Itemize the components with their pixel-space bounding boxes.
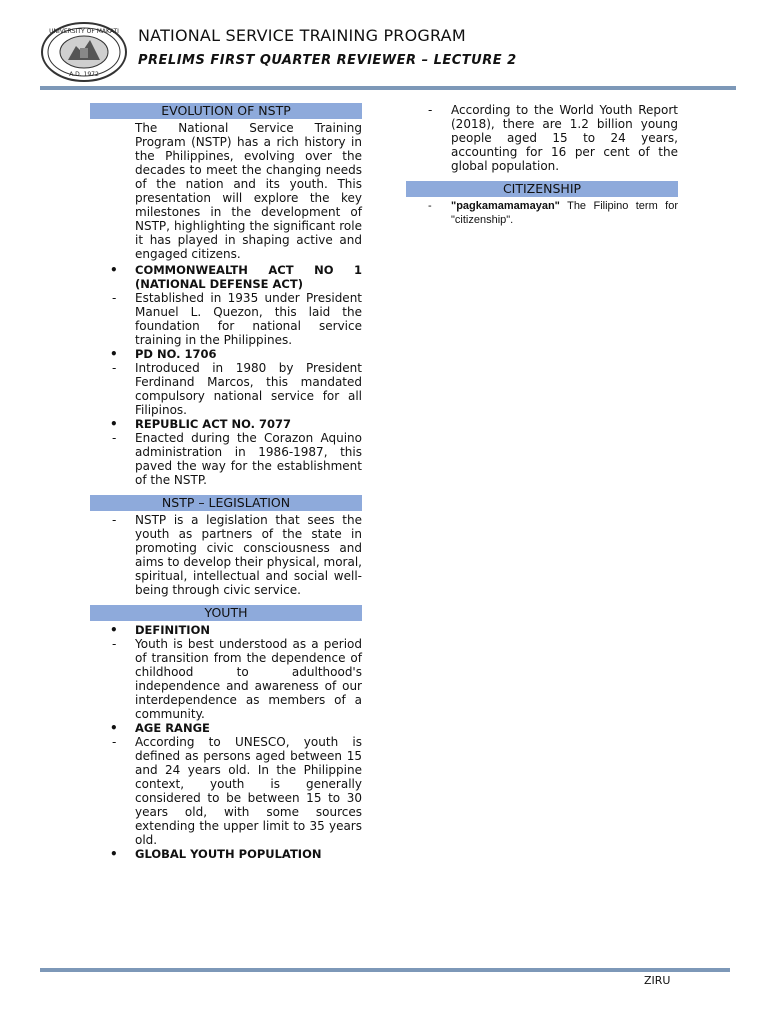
- bullet-item: • REPUBLIC ACT NO. 7077: [110, 417, 292, 431]
- dash-item: - NSTP is a legislation that sees the youth as partners of the state in promoting civic consciousness and aims to develop their physical, moral, spiritual, intellectual and social well-being through civic service.: [112, 513, 362, 597]
- page-subtitle: PRELIMS FIRST QUARTER REVIEWER – LECTURE 2: [138, 53, 517, 68]
- seal-top-text: UNIVERSITY OF MAKATI: [49, 28, 119, 35]
- pd-1706-text: Introduced in 1980 by President Ferdinand Marcos, this mandated compulsory national service for all Filipinos.: [135, 361, 362, 417]
- footer-rule: [40, 968, 730, 972]
- section-header-youth: YOUTH: [90, 605, 362, 621]
- page-title: NATIONAL SERVICE TRAINING PROGRAM: [138, 26, 466, 45]
- bullet-definition: DEFINITION: [135, 623, 210, 637]
- footer-text: ZIRU: [644, 974, 671, 987]
- left-column: [90, 103, 362, 861]
- bullet-item: • PD NO. 1706: [110, 347, 217, 361]
- section-header-evolution: EVOLUTION OF NSTP: [90, 103, 362, 119]
- bullet-item: • COMMONWEALTH ACT NO 1 (NATIONAL DEFENSE ACT): [110, 263, 362, 291]
- bullet-global-youth-population: GLOBAL YOUTH POPULATION: [135, 847, 322, 861]
- bullet-commonwealth-act: COMMONWEALTH ACT NO 1 (NATIONAL DEFENSE ACT): [135, 263, 362, 291]
- dash-item: - According to the World Youth Report (2018), there are 1.2 billion young people aged 15 to 24 years, accounting for 16 per cent of the global population.: [428, 103, 678, 173]
- dash-item: - Established in 1935 under President Manuel L. Quezon, this laid the foundation for national service training in the Philippines.: [112, 291, 362, 347]
- bullet-pd-1706: PD NO. 1706: [135, 347, 217, 361]
- dash-item: - Youth is best understood as a period of transition from the dependence of childhood to adulthood's independence and awareness of our interdependence as members of a community.: [112, 637, 362, 721]
- citizenship-term: "pagkamamamayan": [451, 200, 560, 212]
- dash-item: - According to UNESCO, youth is defined as persons aged between 15 and 24 years old. In the Philippine context, youth is generally considered to be between 15 to 30 years old, with some sources extending the upper limit to 35 years old.: [112, 735, 362, 847]
- right-column: [406, 103, 678, 227]
- bullet-ra-7077: REPUBLIC ACT NO. 7077: [135, 417, 292, 431]
- dash-item: - Introduced in 1980 by President Ferdinand Marcos, this mandated compulsory national service for all Filipinos.: [112, 361, 362, 417]
- bullet-item: • GLOBAL YOUTH POPULATION: [110, 847, 322, 861]
- dash-item: - "pagkamamamayan" The Filipino term for "citizenship".: [428, 200, 678, 226]
- seal-bottom-text: A.D. 1972: [69, 71, 99, 78]
- section-header-legislation: NSTP – LEGISLATION: [90, 495, 362, 511]
- header-rule: [40, 86, 736, 90]
- dash-item: - Enacted during the Corazon Aquino administration in 1986-1987, this paved the way for the establishment of the NSTP.: [112, 431, 362, 487]
- bullet-age-range: AGE RANGE: [135, 721, 210, 735]
- bullet-item: • AGE RANGE: [110, 721, 210, 735]
- definition-text: Youth is best understood as a period of transition from the dependence of childhood to adulthood's independence and awareness of our interdependence as members of a community.: [135, 637, 362, 721]
- evolution-intro: The National Service Training Program (NSTP) has a rich history in the Philippines, evolving over the decades to meet the changing needs of the nation and its youth. This presentation will explore the key milestones in the development of NSTP, highlighting the significant role it has played in shaping active and engaged citizens.: [135, 121, 362, 261]
- citizenship-text: The Filipino term for "citizenship".: [451, 200, 678, 226]
- legislation-text: NSTP is a legislation that sees the youth as partners of the state in promoting civic consciousness and aims to develop their physical, moral, spiritual, intellectual and social well-being through civic service.: [135, 513, 362, 597]
- age-range-text: According to UNESCO, youth is defined as persons aged between 15 and 24 years old. In the Philippine context, youth is generally considered to be between 15 to 30 years old, with some sources extending the upper limit to 35 years old.: [135, 735, 362, 847]
- section-header-citizenship: CITIZENSHIP: [406, 181, 678, 197]
- commonwealth-act-text: Established in 1935 under President Manuel L. Quezon, this laid the foundation for national service training in the Philippines.: [135, 291, 362, 347]
- ra-7077-text: Enacted during the Corazon Aquino administration in 1986-1987, this paved the way for the establishment of the NSTP.: [135, 431, 362, 487]
- university-seal-icon: [40, 22, 128, 82]
- global-youth-text: According to the World Youth Report (2018), there are 1.2 billion young people aged 15 to 24 years, accounting for 16 per cent of the global population.: [451, 103, 678, 173]
- bullet-item: • DEFINITION: [110, 623, 210, 637]
